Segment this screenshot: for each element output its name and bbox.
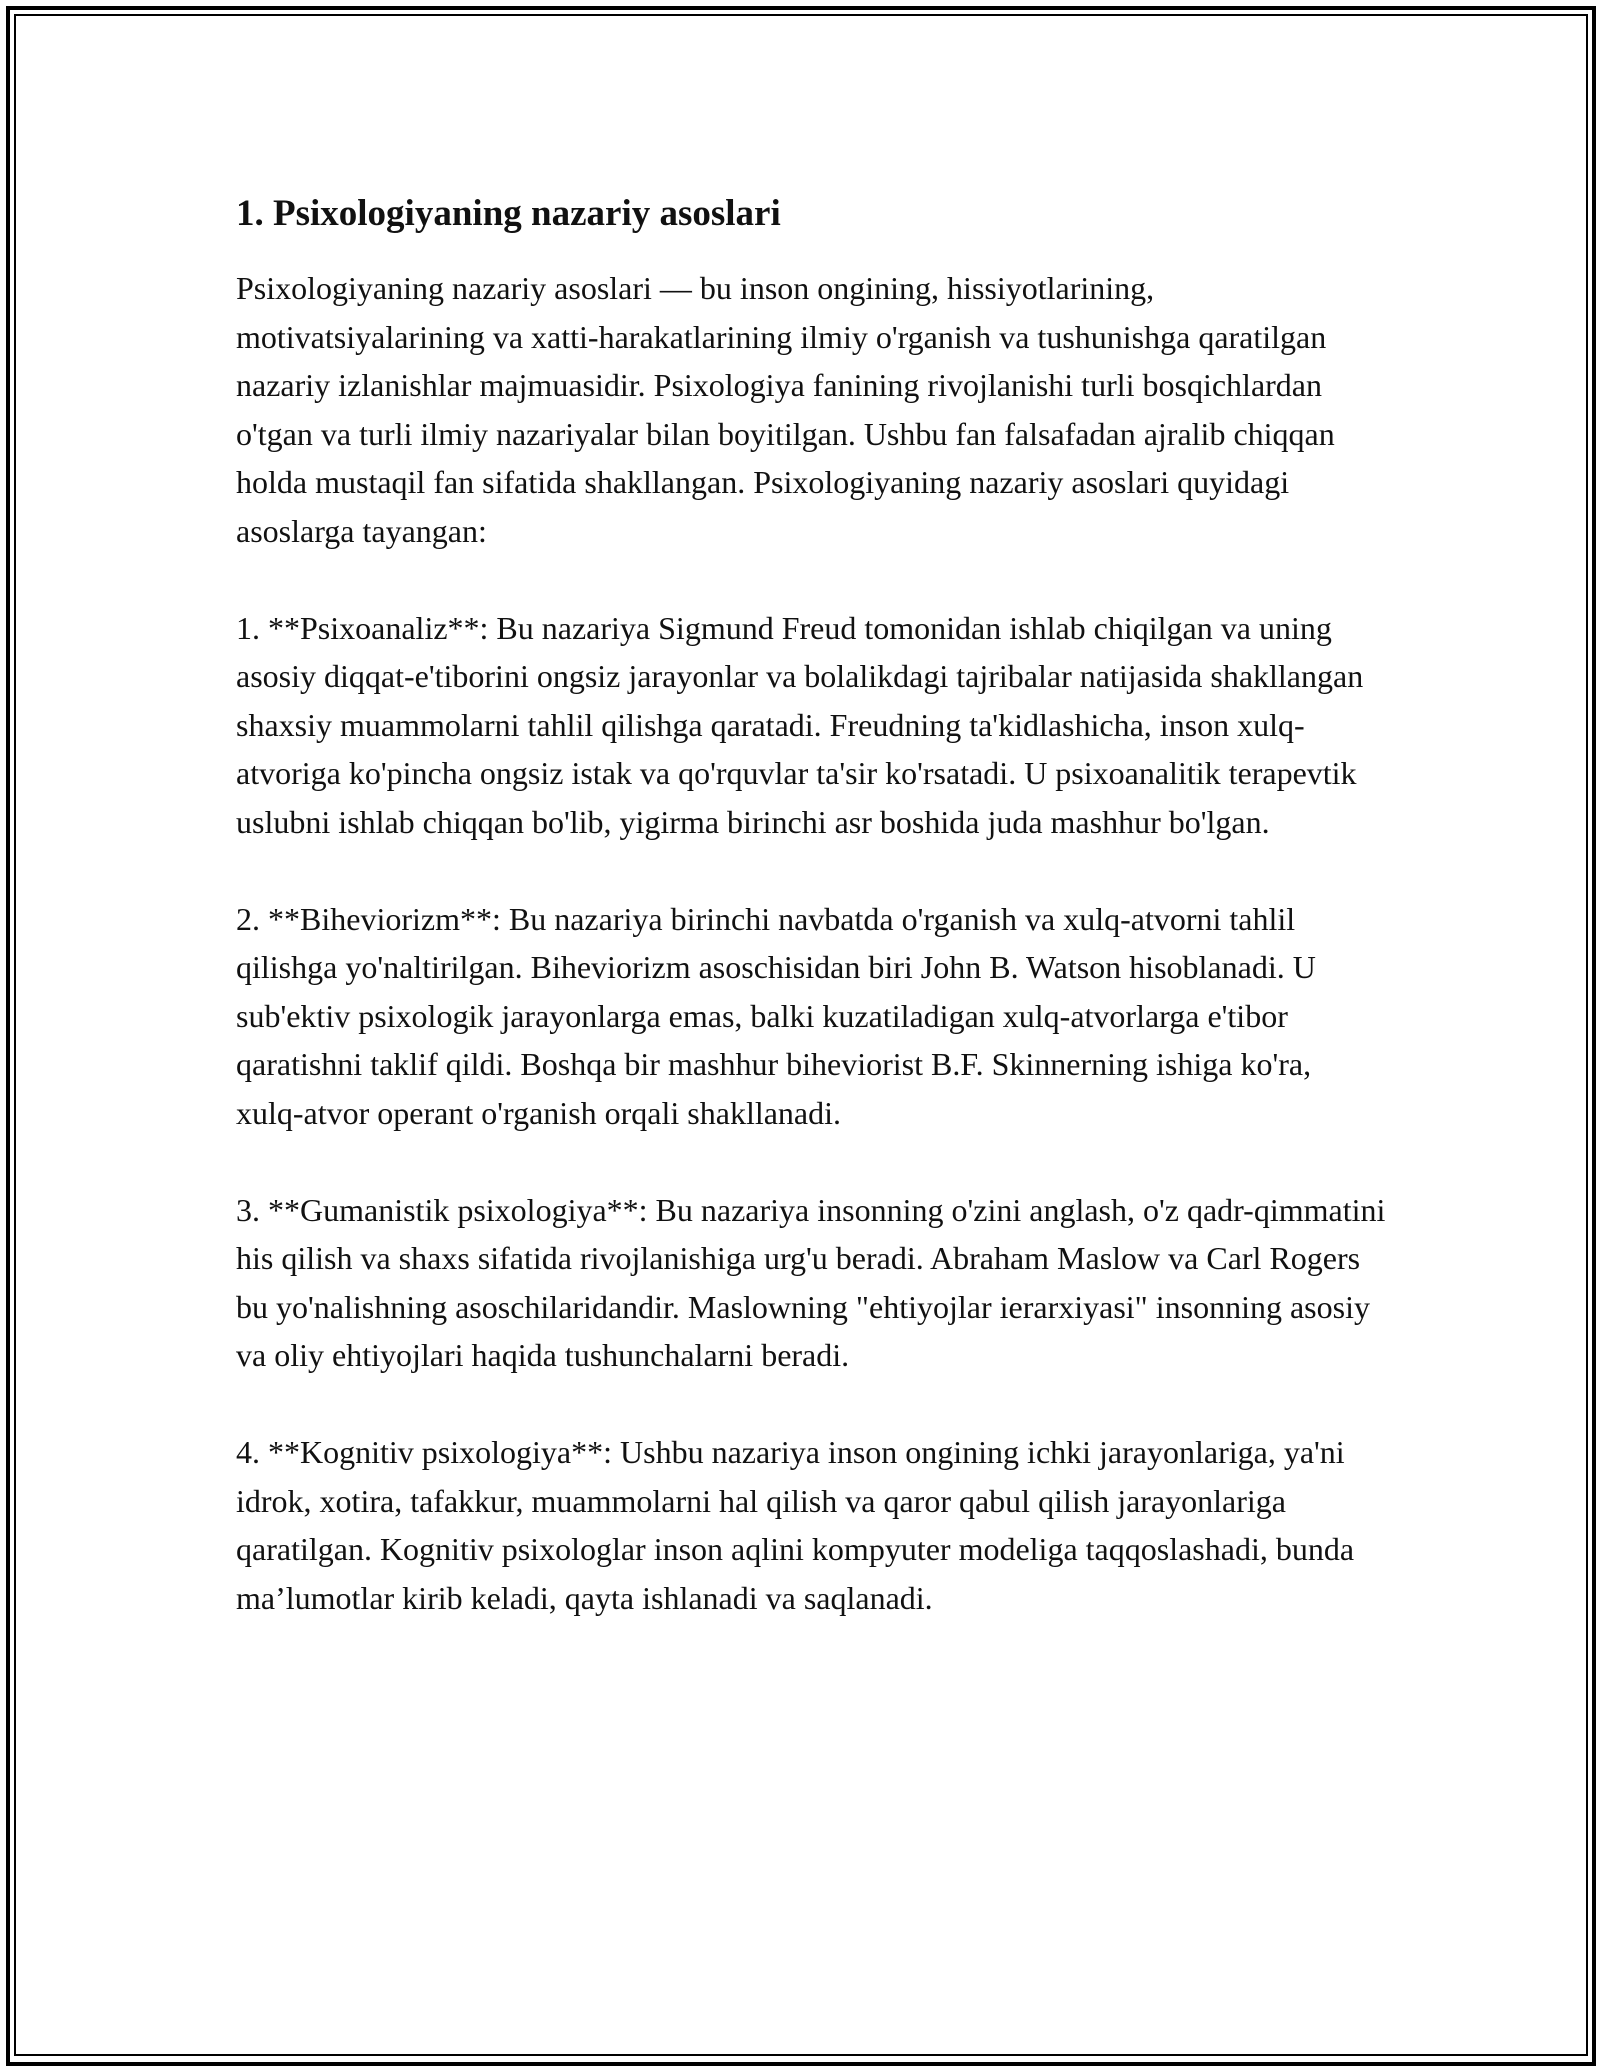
biheviorizm-paragraph: 2. **Biheviorizm**: Bu nazariya birinchi navbatda o'rganish va xulq-atvorni tahlil qilishga yo'naltirilgan. Biheviorizm asoschisidan biri John B. Watson hisoblanadi. U sub'ektiv psixologik jarayonlarga emas, balki kuzatiladigan xulq-atvorlarga e'tibor qaratishni taklif qildi. Boshqa bir mashhur biheviorist B.F. Skinnerning ishiga ko'ra, xulq-atvor operant o'rganish orqali shakllanadi. bbox=[236, 900, 1316, 1131]
gumanistik-psixologiya-paragraph: 3. **Gumanistik psixologiya**: Bu nazariya insonning o'zini anglash, o'z qadr-qimmatini his qilish va shaxs sifatida rivojlanishiga urg'u beradi. Abraham Maslow va Carl Rogers bu yo'nalishning asoschilaridandir. Maslowning "ehtiyojlar ierarxiyasi" insonning asosiy va oliy ehtiyojlari haqida tushunchalarni beradi. bbox=[236, 1191, 1386, 1373]
psixoanaliz-paragraph: 1. **Psixoanaliz**: Bu nazariya Sigmund Freud tomonidan ishlab chiqilgan va uning asosiy diqqat-e'tiborini ongsiz jarayonlar va bolalikdagi tajribalar natijasida shakllangan shaxsiy muammolarni tahlil qilishga qaratadi. Freudning ta'kidlashicha, inson xulq-atvoriga ko'pincha ongsiz istak va qo'rquvlar ta'sir ko'rsatadi. U psixoanalitik terapevtik uslubni ishlab chiqqan bo'lib, yigirma birinchi asr boshida juda mashhur bo'lgan. bbox=[236, 609, 1364, 840]
document-body bbox=[236, 186, 1386, 1622]
section-title: 1. Psixologiyaning nazariy asoslari bbox=[236, 193, 781, 234]
intro-paragraph: Psixologiyaning nazariy asoslari — bu inson ongining, hissiyotlarining, motivatsiyalarining va xatti-harakatlarining ilmiy o'rganish va tushunishga qaratilgan nazariy izlanishlar majmuasidir. Psixologiya fanining rivojlanishi turli bosqichlardan o'tgan va turli ilmiy nazariyalar bilan boyitilgan. Ushbu fan falsafadan ajralib chiqqan holda mustaqil fan sifatida shakllangan. Psixologiyaning nazariy asoslari quyidagi asoslarga tayangan: bbox=[236, 270, 1335, 549]
kognitiv-psixologiya-paragraph: 4. **Kognitiv psixologiya**: Ushbu nazariya inson ongining ichki jarayonlariga, ya'ni idrok, xotira, tafakkur, muammolarni hal qilish va qaror qabul qilish jarayonlariga qaratilgan. Kognitiv psixologlar inson aqlini kompyuter modeliga taqqoslashadi, bunda ma’lumotlar kirib keladi, qayta ishlanadi va saqlanadi. bbox=[236, 1434, 1355, 1616]
